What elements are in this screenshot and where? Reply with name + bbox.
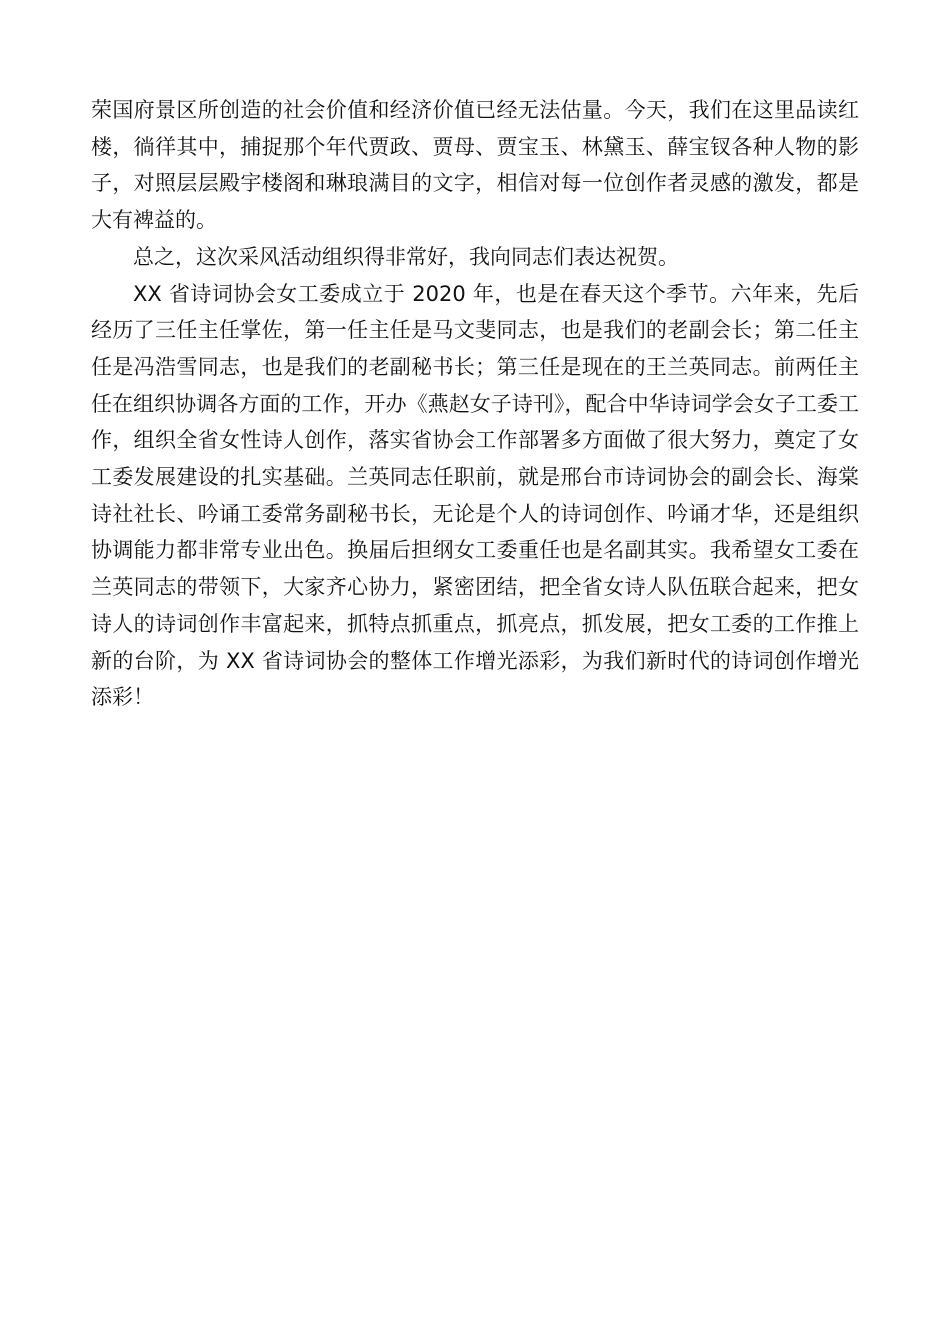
paragraph-committee-history: XX 省诗词协会女工委成立于 2020 年，也是在春天这个季节。六年来，先后经历了三任主任掌佐，第一任主任是马文斐同志，也是我们的老副会长；第二任主任是冯浩雪同志，也是我们的老副秘书长；第三任是现在的王兰英同志。前两任主任在组织协调各方面的工作，开办《燕赵女子诗刊》，配合中华诗词学会女子工委工作，组织全省女性诗人创作，落实省协会工作部署多方面做了很大努力，奠定了女工委发展建设的扎实基础。兰英同志任职前，就是邢台市诗词协会的副会长、海棠诗社社长、吟诵工委常务副秘书长，无论是个人的诗词创作、吟诵才华，还是组织协调能力都非常专业出色。换届后担纲女工委重任也是名副其实。我希望女工委在兰英同志的带领下，大家齐心协力，紧密团结，把全省女诗人队伍联合起来，把女诗人的诗词创作丰富起来，抓特点抓重点，抓亮点，抓发展，把女工委的工作推上新的台阶，为 XX 省诗词协会的整体工作增光添彩，为我们新时代的诗词创作增光添彩！ [91, 281, 859, 710]
paragraph-continuation: 荣国府景区所创造的社会价值和经济价值已经无法估量。今天，我们在这里品读红楼，徜徉其中，捕捉那个年代贾政、贾母、贾宝玉、林黛玉、薛宝钗各种人物的影子，对照层层殿宇楼阁和琳琅满目的文字，相信对每一位创作者灵感的激发，都是大有裨益的。 [91, 98, 859, 233]
document-body [91, 92, 859, 716]
paragraph-congratulation: 总之，这次采风活动组织得非常好，我向同志们表达祝贺。 [133, 244, 679, 269]
